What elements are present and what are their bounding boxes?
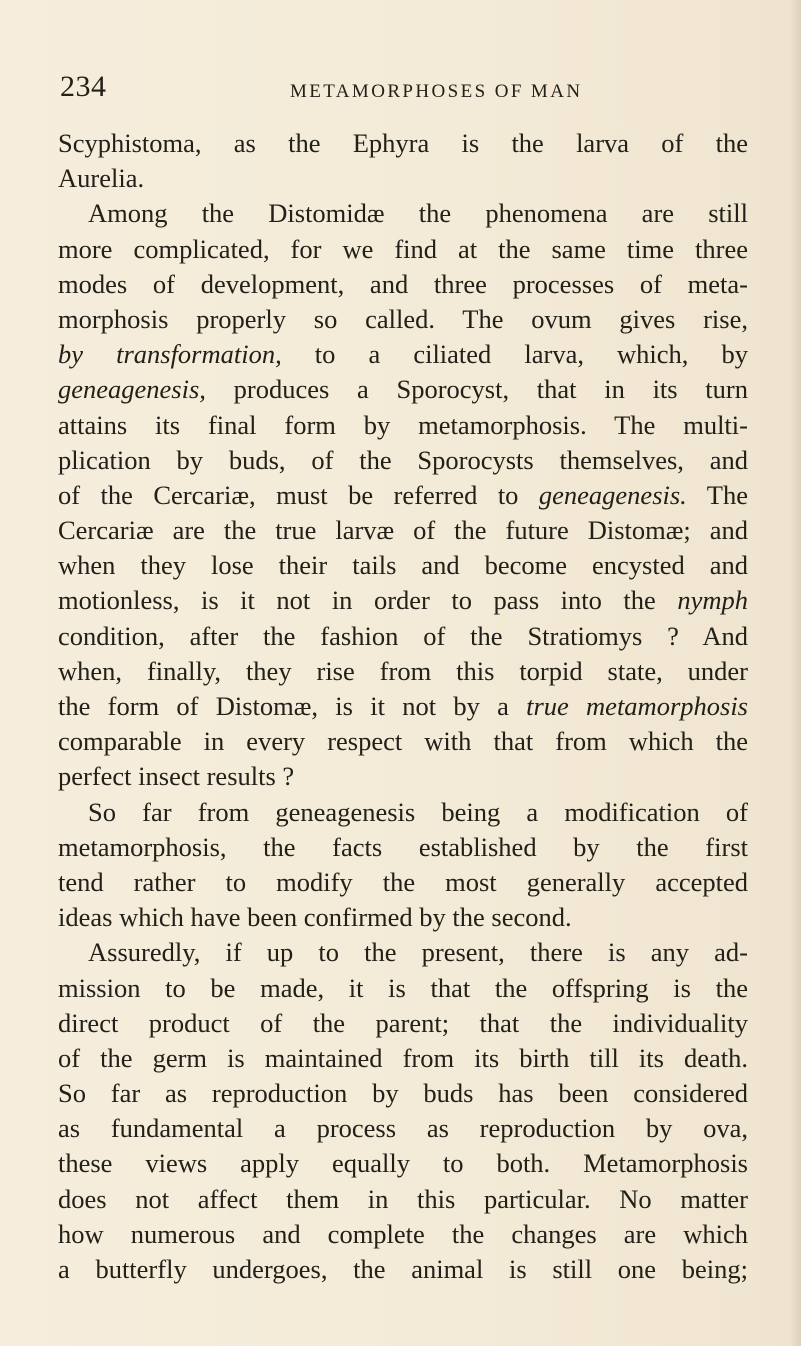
- text-line: perfect insect results ?: [58, 761, 295, 792]
- text-line: motionless, is it not in order to pass into the nymph: [58, 585, 748, 616]
- text-line: ideas which have been confirmed by the second.: [58, 902, 572, 933]
- page-header: [60, 70, 740, 110]
- text-line: mission to be made, it is that the offspring is the: [58, 972, 748, 1003]
- text-line: when they lose their tails and become encysted and: [58, 550, 748, 581]
- running-head: METAMORPHOSES OF MAN: [290, 81, 583, 102]
- text-line: of the germ is maintained from its birth till its death.: [58, 1042, 748, 1073]
- text-line: geneagenesis, produces a Sporocyst, that in its turn: [58, 374, 748, 405]
- text-line: comparable in every respect with that from which the: [58, 726, 748, 757]
- page-edge-shadow: [789, 0, 801, 1346]
- text-line: metamorphosis, the facts established by the first: [58, 831, 748, 862]
- text-line: tend rather to modify the most generally accepted: [58, 866, 748, 897]
- text-line: Aurelia.: [58, 163, 145, 194]
- text-line: more complicated, for we find at the same time three: [58, 233, 748, 264]
- text-line: by transformation, to a ciliated larva, which, by: [58, 339, 748, 370]
- text-line: Among the Distomidæ the phenomena are still: [88, 198, 748, 229]
- text-line: plication by buds, of the Sporocysts themselves, and: [58, 444, 748, 475]
- text-line: modes of development, and three processes of meta-: [58, 268, 748, 299]
- text-line: Assuredly, if up to the present, there is any ad-: [88, 937, 748, 968]
- text-line: how numerous and complete the changes are which: [58, 1218, 748, 1249]
- text-line: So far from geneagenesis being a modification of: [88, 796, 748, 827]
- page-number: 234: [60, 70, 107, 103]
- text-line: when, finally, they rise from this torpid state, under: [58, 655, 748, 686]
- text-line: morphosis properly so called. The ovum gives rise,: [58, 303, 748, 334]
- text-line: of the Cercariæ, must be referred to geneagenesis. The: [58, 479, 748, 510]
- body-text: [58, 126, 748, 1287]
- text-line: condition, after the fashion of the Stratiomys ? And: [58, 620, 748, 651]
- text-line: does not affect them in this particular. No matter: [58, 1183, 748, 1214]
- text-line: Scyphistoma, as the Ephyra is the larva of the: [58, 128, 748, 158]
- text-line: attains its final form by metamorphosis. The multi-: [58, 409, 748, 440]
- text-line: as fundamental a process as reproduction by ova,: [58, 1113, 748, 1144]
- text-line: Cercariæ are the true larvæ of the future Distomæ; and: [58, 515, 748, 546]
- text-line: direct product of the parent; that the individuality: [58, 1007, 748, 1038]
- text-line: the form of Distomæ, is it not by a true metamorphosis: [58, 691, 749, 721]
- text-line: So far as reproduction by buds has been considered: [58, 1078, 748, 1109]
- text-line: a butterfly undergoes, the animal is still one being;: [58, 1254, 748, 1284]
- text-line: these views apply equally to both. Metamorphosis: [58, 1148, 748, 1179]
